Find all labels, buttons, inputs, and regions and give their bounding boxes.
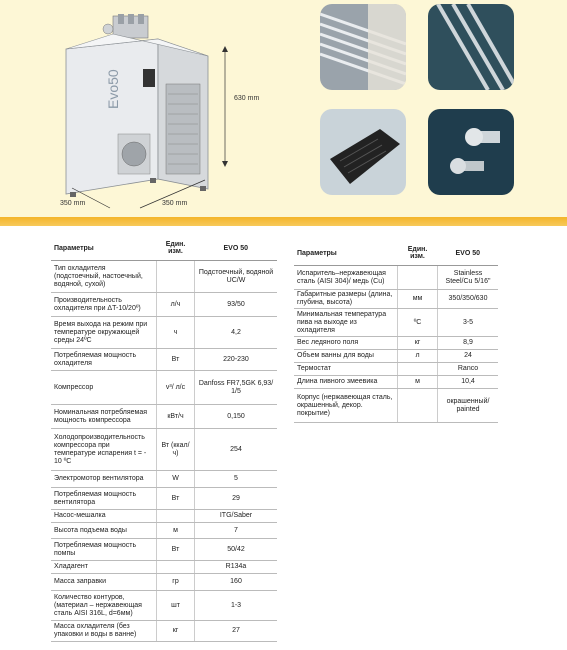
cell-value: 254: [195, 429, 278, 471]
cell-unit: Вт: [157, 488, 195, 510]
cell-unit: гр: [157, 574, 195, 591]
table-row: [51, 561, 277, 574]
table-row: [51, 293, 277, 317]
photo-thermostat: [320, 109, 406, 195]
product-hero: [0, 0, 567, 218]
cell-param: Количество контуров, (материал – нержавеющая сталь AISI 316L, d=6мм): [51, 591, 157, 621]
table-row: [51, 405, 277, 429]
cell-value: 1-3: [195, 591, 278, 621]
spec-table-right: [294, 241, 498, 423]
cell-param: Компрессор: [51, 371, 157, 405]
table-row: [51, 349, 277, 371]
header-model: EVO 50: [438, 241, 499, 266]
cell-param: Холодопроизводительность компрессора при температуре испарения t = - 10 ºС: [51, 429, 157, 471]
table-row: [51, 574, 277, 591]
cell-param: Испаритель–нержавеющая сталь (AISI 304)/ медь (Cu): [294, 266, 398, 290]
section-divider: [0, 217, 567, 226]
cell-unit: Вт (ккал/ч): [157, 429, 195, 471]
cell-unit: Вт: [157, 539, 195, 561]
cell-value: 93/50: [195, 293, 278, 317]
table-row: [51, 371, 277, 405]
spec-table-left: [51, 236, 277, 642]
cell-unit: кВт/ч: [157, 405, 195, 429]
photo-tubing: [428, 4, 514, 90]
cell-unit: W: [157, 471, 195, 488]
cell-unit: шт: [157, 591, 195, 621]
cell-unit: [157, 561, 195, 574]
cell-param: Потребляемая мощность вентилятора: [51, 488, 157, 510]
header-unit: Един. изм.: [157, 236, 195, 261]
table-row: [51, 621, 277, 642]
cell-value: Stainless Steel/Cu 5/16": [438, 266, 499, 290]
cell-param: Вес ледяного поля: [294, 337, 398, 350]
table-row: [51, 510, 277, 523]
cell-param: Электромотор вентилятора: [51, 471, 157, 488]
cell-param: Номинальная потребляемая мощность компрессора: [51, 405, 157, 429]
table-row: [51, 261, 277, 293]
photo-fittings: [428, 109, 514, 195]
height-dimension: 630 mm: [234, 95, 260, 102]
table-row: [51, 429, 277, 471]
table-row: [294, 363, 498, 376]
table-row: [294, 350, 498, 363]
depth-dimension: 350 mm: [60, 200, 86, 207]
header-unit: Един. изм.: [398, 241, 438, 266]
cell-value: 10,4: [438, 376, 499, 389]
cell-unit: [157, 261, 195, 293]
cell-param: Производительность охладителя при ΔT-10/20º): [51, 293, 157, 317]
cell-param: Высота подъема воды: [51, 523, 157, 539]
cell-value: 8,9: [438, 337, 499, 350]
cell-param: Масса заправки: [51, 574, 157, 591]
cell-value: Danfoss FR7,5GK 6,93/ 1/5: [195, 371, 278, 405]
cell-param: Потребляемая мощность помпы: [51, 539, 157, 561]
cell-param: Время выхода на режим при температуре окружающей среды 24ºС: [51, 317, 157, 349]
cell-unit: кг: [398, 337, 438, 350]
cell-unit: ч: [157, 317, 195, 349]
cell-value: 220-230: [195, 349, 278, 371]
cell-value: 7: [195, 523, 278, 539]
cell-param: Габаритные размеры (длина, глубина, высота): [294, 290, 398, 309]
header-model: EVO 50: [195, 236, 278, 261]
cell-value: 24: [438, 350, 499, 363]
table-row: [51, 539, 277, 561]
table-header-row: [51, 236, 277, 261]
cell-param: Потребляемая мощность охладителя: [51, 349, 157, 371]
cell-value: Ranco: [438, 363, 499, 376]
cell-value: R134a: [195, 561, 278, 574]
cell-value: Подстоечный, водяной UC/W: [195, 261, 278, 293]
table-row: [51, 471, 277, 488]
table-row: [294, 337, 498, 350]
cell-unit: л/ч: [157, 293, 195, 317]
cell-value: 5: [195, 471, 278, 488]
cell-param: Объем ванны для воды: [294, 350, 398, 363]
cell-value: 350/350/630: [438, 290, 499, 309]
cell-param: Длина пивного змеевика: [294, 376, 398, 389]
header-param: Параметры: [51, 236, 157, 261]
table-header-row: [294, 241, 498, 266]
cell-unit: [398, 266, 438, 290]
cell-unit: [398, 389, 438, 423]
model-label: Evo50: [105, 69, 121, 109]
cell-value: 50/42: [195, 539, 278, 561]
cell-unit: кг: [157, 621, 195, 642]
cell-unit: Вт: [157, 349, 195, 371]
width-dimension: 350 mm: [162, 200, 188, 207]
spec-table-left-body: [51, 261, 277, 642]
cell-param: Хладагент: [51, 561, 157, 574]
cell-param: Насос-мешалка: [51, 510, 157, 523]
cell-unit: л: [398, 350, 438, 363]
cell-value: 160: [195, 574, 278, 591]
cell-value: 3-5: [438, 309, 499, 337]
cell-value: ITG/Saber: [195, 510, 278, 523]
cell-value: 4,2: [195, 317, 278, 349]
cell-param: Минимальная температура пива на выходе из охладителя: [294, 309, 398, 337]
cell-param: Масса охладителя (без упаковки и воды в ванне): [51, 621, 157, 642]
table-row: [294, 376, 498, 389]
table-row: [51, 317, 277, 349]
cell-param: Корпус (нержавеющая сталь, окрашенный, декор. покрытие): [294, 389, 398, 423]
cell-param: Тип охладителя (подстоечный, настоечный, водяной, сухой): [51, 261, 157, 293]
cell-unit: мм: [398, 290, 438, 309]
table-row: [294, 290, 498, 309]
table-row: [294, 389, 498, 423]
cell-value: 27: [195, 621, 278, 642]
cell-param: Термостат: [294, 363, 398, 376]
photo-evaporator-coil: [320, 4, 406, 90]
cell-unit: [398, 363, 438, 376]
table-row: [294, 309, 498, 337]
spec-table-right-body: [294, 266, 498, 423]
header-param: Параметры: [294, 241, 398, 266]
cell-unit: м: [398, 376, 438, 389]
cell-unit: ºС: [398, 309, 438, 337]
cell-value: 29: [195, 488, 278, 510]
cell-value: 0,150: [195, 405, 278, 429]
table-row: [51, 488, 277, 510]
cell-value: окрашенный/ painted: [438, 389, 499, 423]
table-row: [51, 591, 277, 621]
cell-unit: v³/ л/с: [157, 371, 195, 405]
table-row: [51, 523, 277, 539]
table-row: [294, 266, 498, 290]
cell-unit: [157, 510, 195, 523]
cell-unit: м: [157, 523, 195, 539]
dimension-lines: [0, 0, 300, 218]
